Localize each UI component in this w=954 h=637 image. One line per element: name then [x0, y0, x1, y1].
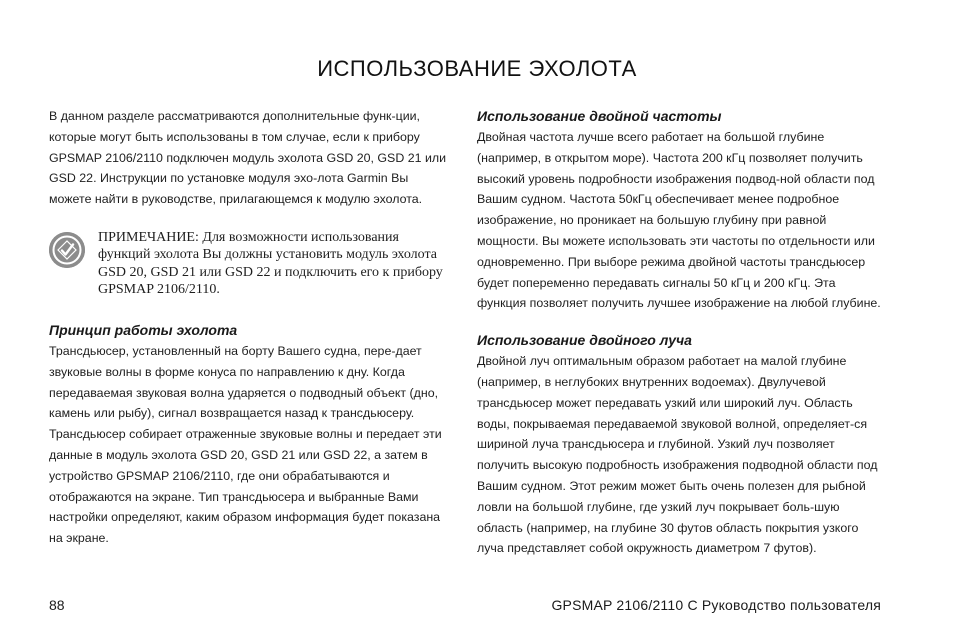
section-heading: Использование двойной частоты [477, 108, 722, 124]
section-paragraph: Двойная частота лучше всего работает на большой глубине (например, в открытом море). Частота 200 кГц позволяет получить высокий уровень подробности изображения подвод-ной области под Вашим судном. Частота 50кГц обеспечивает менее подробное изображение, но проникает на большую глубину при равной мощности. Вы можете использовать эти частоты по отдельности или одновременно. При выборе режима двойной частоты трансдьюсер будет попеременно передавать сигналы 50 кГц и 200 кГц. Эта функция позволяет получить лучшее изображение на любой глубине. [477, 130, 881, 311]
page-number: 88 [49, 597, 65, 613]
note-label: ПРИМЕЧАНИЕ [98, 229, 195, 245]
intro-paragraph: В данном разделе рассматриваются дополнительные функ-ции, которые могут быть использованы в том случае, если к прибору GPSMAP 2106/2110 подключен модуль эхолота GSD 20, GSD 21 или GSD 22. Инструкции по установке модуля эхо-лота Garmin Вы можете найти в руководстве, прилагающемся к модулю эхолота. [49, 109, 447, 207]
note-body: : Для возможности использования функций эхолота Вы должны установить модуль эхолота GSD 20, GSD 21 или GSD 22 и подключить его к прибору GPSMAP 2106/2110. [98, 229, 443, 298]
note-block [49, 229, 453, 299]
section-heading: Принцип работы эхолота [49, 321, 238, 338]
section-sonar-principle [49, 322, 453, 549]
section-paragraph: Двойной луч оптимальным образом работает на малой глубине (например, в неглубоких внутренних водоемах). Двулучевой трансдьюсер может передавать узкий или широкий луч. Область воды, покрываемая передаваемой звуковой волной, определяет-ся шириной луча трансдьюсера и глубиной. Узкий луч позволяет получить высокую подробность изображения подводной области под Вашим судном. Этот режим может быть очень полезен для рыбной ловли на большой глубине, где узкий луч покрывает боль-шую область (например, на глубине 30 футов область покрытия узкого луча представляет собой окружность диаметром 7 футов). [477, 354, 878, 556]
note-text [98, 229, 453, 299]
section-dual-frequency [477, 108, 882, 314]
page-title: ИСПОЛЬЗОВАНИЕ ЭХОЛОТА [317, 56, 637, 81]
section-dual-beam [477, 332, 882, 559]
right-column [477, 108, 882, 559]
section-heading: Использование двойного луча [477, 332, 692, 349]
section-paragraph: Трансдьюсер, установленный на борту Вашего судна, пере-дает звуковые волны в форме конуса по направлению к дну. Когда передаваемая звуковая волна ударяется о подводный объект (дно, камень или рыбу), сигнал возвращается назад к трансдьюсеру. Трансдьюсер собирает отраженные звуковые волны и передает эти данные в модуль эхолота GSD 20, GSD 21 или GSD 22, а затем в устройство GPSMAP 2106/2110, где они обрабатываются и отображаются на экране. Тип трансдьюсера и выбранные Вами настройки определяют, каким образом информация будет показана на экране. [49, 343, 442, 546]
left-column [49, 106, 453, 549]
footer-manual-title: GPSMAP 2106/2110 C Руководство пользователя [551, 597, 881, 613]
note-checkmark-icon [49, 232, 85, 268]
